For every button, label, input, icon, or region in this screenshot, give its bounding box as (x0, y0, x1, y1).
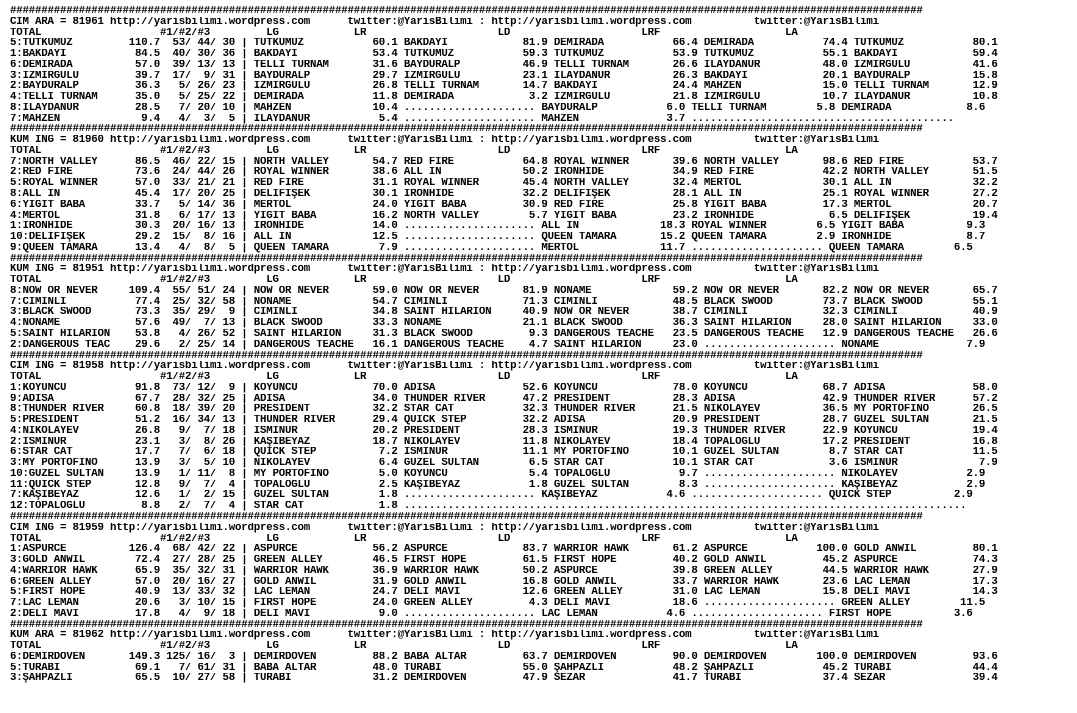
race-header: KUM ARA = 81962 http://yarisbilimi.wordpress.com twitter:@YarisBilimi : http://yarisbilimi.wordpress.com twitter:@YarisBilimi (10, 630, 879, 642)
column-header-row: TOTAL #1/#2/#3 LG LR LD LRF LA (10, 372, 798, 383)
horse-row: 3:MY PORTOFİNO 13.9 3/ 5/ 10 | NIKOLAYEV 6.4 GÜZEL SULTAN 6.5 STAR CAT 10.1 STAR CAT 3.6 İSMİNUR 7.9 (10, 458, 998, 469)
horse-row: 10:GÜZEL SULTAN 13.9 1/ 11/ 8 | MY PORTOFİNO 5.0 KOYUNCU 5.4 TOPALOĞLU 9.7 ..................... NIKOLAYEV 2.9 (10, 468, 986, 480)
horse-row: 2:DELİ MAVİ 17.8 4/ 9/ 18 | DELİ MAVİ 9.0 ..................... LAC LEMAN 4.6 ..................... FIRST HOPE 3.6 (10, 608, 973, 620)
horse-row: 5:TURABİ 69.1 7/ 61/ 31 | BABA ALTAR 48.0 TURABİ 55.0 ŞAHPAZLI 48.2 ŞAHPAZLI 45.2 TURABİ 44.4 (10, 662, 998, 674)
horse-row: 7:KAŞIBEYAZ 12.6 1/ 2/ 15 | GÜZEL SULTAN 1.8 ..................... KAŞIBEYAZ 4.6 ..................... QUICK STEP 2.9 (10, 490, 973, 502)
horse-row: 5:TUTKUMUZ 110.7 53/ 44/ 30 | TUTKUMUZ 60.1 BAKDAYI 81.9 DEMİRADA 66.4 DEMİRADA 74.4 TUTKUMUZ 80.1 (10, 38, 998, 50)
horse-row: 3:İZMİRGÜLÜ 39.7 17/ 9/ 31 | BAYDURALP 29.7 İZMİRGÜLÜ 23.1 İLAYDANUR 26.3 BAKDAYI 20.1 BAYDURALP 15.8 (10, 70, 998, 82)
horse-row: 9:QUEEN TAMARA 13.4 4/ 8/ 5 | QUEEN TAMARA 7.9 ..................... MERTOL 11.7 ..................... QUEEN TAMARA 6.5 (10, 242, 973, 254)
horse-row: 8:NOW OR NEVER 109.4 55/ 51/ 24 | NOW OR NEVER 59.0 NOW OR NEVER 81.9 NONAME 59.2 NOW OR NEVER 82.2 NOW OR NEVER 65.7 (10, 285, 998, 297)
separator-line: ################################################################################################################################################## (10, 253, 923, 265)
horse-row: 2:DANGEROUS TEAC 29.6 2/ 25/ 14 | DANGEROUS TEACHE 16.1 DANGEROUS TEACHE 4.7 SAINT HILARION 23.0 ..................... NONAME 7.9 (10, 339, 986, 351)
horse-row: 3:GOLD ANWIL 72.4 27/ 28/ 25 | GREEN ALLEY 46.5 FIRST HOPE 61.5 FIRST HOPE 40.2 GOLD ANWIL 45.2 ASPURCE 74.3 (10, 555, 998, 566)
horse-row: 5:ROYAL WINNER 57.0 33/ 21/ 21 | RED FIRE 31.1 ROYAL WINNER 45.4 NORTH VALLEY 32.4 MERTOL 30.1 ALL IN 32.2 (10, 178, 998, 190)
separator-line: ################################################################################################################################################## (10, 511, 923, 523)
horse-row: 9:ADİSA 67.7 28/ 32/ 25 | ADİSA 34.0 THUNDER RIVER 47.2 PRESIDENT 28.3 ADİSA 42.9 THUNDER RIVER 57.2 (10, 393, 998, 405)
column-header-row: TOTAL #1/#2/#3 LG LR LD LRF LA (10, 533, 798, 545)
column-header-row: TOTAL #1/#2/#3 LG LR LD LRF LA (10, 641, 798, 652)
horse-row: 6:DEMİRDÖVEN 149.3 125/ 16/ 3 | DEMİRDÖVEN 88.2 BABA ALTAR 63.7 DEMİRDÖVEN 90.0 DEMİRDÖVEN 100.0 DEMİRDÖVEN 93.6 (10, 651, 998, 663)
race-header: KUM ING = 81951 http://yarisbilimi.wordpress.com twitter:@YarisBilimi : http://yarisbilimi.wordpress.com twitter:@YarisBilimi (10, 264, 879, 276)
horse-row: 6:STAR CAT 17.7 7/ 6/ 18 | QUICK STEP 7.2 İSMİNUR 11.1 MY PORTOFİNO 10.1 GÜZEL SULTAN 8.7 STAR CAT 11.5 (10, 447, 998, 459)
horse-row: 4:WARRIOR HAWK 65.9 35/ 32/ 31 | WARRIOR HAWK 36.9 WARRIOR HAWK 50.2 ASPURCE 39.8 GREEN ALLEY 44.5 WARRIOR HAWK 27.9 (10, 565, 998, 577)
race-header: CIM ING = 81959 http://yarisbilimi.wordpress.com twitter:@YarisBilimi : http://yarisbilimi.wordpress.com twitter:@YarisBilimi (10, 522, 879, 534)
horse-row: 1:IRONHIDE 30.3 20/ 16/ 13 | IRONHIDE 14.0 ..................... ALL IN 18.3 ROYAL WINNER 6.5 YİĞİT BABA 9.3 (10, 221, 986, 233)
horse-row: 4:NIKOLAYEV 26.8 9/ 7/ 18 | İSMİNUR 20.2 PRESIDENT 28.3 İSMİNUR 19.3 THUNDER RIVER 22.9 KOYUNCU 19.4 (10, 425, 998, 437)
separator-line: ################################################################################################################################################## (10, 619, 923, 631)
horse-row: 6:DEMİRADA 57.0 39/ 13/ 13 | TELLİ TURNAM 31.6 BAYDURALP 46.9 TELLİ TURNAM 26.6 İLAYDANUR 48.0 İZMİRGÜLÜ 41.6 (10, 59, 998, 71)
race-header: CIM ING = 81958 http://yarisbilimi.wordpress.com twitter:@YarisBilimi : http://yarisbilimi.wordpress.com twitter:@YarisBilimi (10, 361, 879, 373)
horse-row: 8:ALL IN 45.4 17/ 20/ 25 | DELİFİŞEK 30.1 IRONHIDE 32.2 DELİFİŞEK 28.1 ALL IN 25.1 ROYAL WINNER 27.2 (10, 189, 998, 200)
column-header-row: TOTAL #1/#2/#3 LG LR LD LRF LA (10, 145, 798, 157)
column-header-row: TOTAL #1/#2/#3 LG LR LD LRF LA (10, 275, 798, 286)
horse-row: 12:TOPALOĞLU 8.8 2/ 7/ 4 | STAR CAT 1.8 .......................................................................................... (10, 501, 967, 512)
horse-row: 1:ASPURCE 126.4 68/ 42/ 22 | ASPURCE 56.2 ASPURCE 83.7 WARRIOR HAWK 61.2 ASPURCE 100.0 GOLD ANWIL 80.1 (10, 544, 998, 556)
horse-row: 7:NORTH VALLEY 86.5 46/ 22/ 15 | NORTH VALLEY 54.7 RED FIRE 64.8 ROYAL WINNER 39.6 NORTH VALLEY 98.6 RED FIRE 53.7 (10, 156, 998, 168)
horse-row: 3:BLACK SWOOD 73.3 35/ 29/ 9 | CİMİNLİ 34.8 SAINT HILARION 40.9 NOW OR NEVER 38.7 CİMİNLİ 32.3 CİMİNLİ 40.9 (10, 307, 998, 319)
horse-row: 6:GREEN ALLEY 57.0 20/ 16/ 27 | GOLD ANWIL 31.9 GOLD ANWIL 16.8 GOLD ANWIL 33.7 WARRIOR HAWK 23.6 LAC LEMAN 17.3 (10, 576, 998, 588)
horse-row: 1:BAKDAYI 84.5 40/ 30/ 36 | BAKDAYI 53.4 TUTKUMUZ 59.3 TUTKUMUZ 53.9 TUTKUMUZ 55.1 BAKDAYI 59.4 (10, 49, 998, 60)
horse-row: 3:ŞAHPAZLI 65.5 10/ 27/ 58 | TURABİ 31.2 DEMİRDÖVEN 47.9 SEZAR 41.7 TURABİ 37.4 SEZAR 39.4 (10, 673, 998, 685)
horse-row: 10:DELİFİŞEK 29.2 15/ 8/ 16 | ALL IN 12.5 ..................... QUEEN TAMARA 15.2 QUEEN TAMARA 2.9 IRONHIDE 8.7 (10, 232, 986, 243)
horse-row: 7:LAC LEMAN 20.6 3/ 10/ 15 | FIRST HOPE 24.0 GREEN ALLEY 4.3 DELİ MAVİ 18.6 ..................... GREEN ALLEY 11.5 (10, 598, 986, 609)
separator-line: ################################################################################################################################################## (10, 124, 923, 136)
separator-line: ################################################################################################################################################## (10, 6, 923, 17)
race-header: CIM ARA = 81961 http://yarisbilimi.wordpress.com twitter:@YarisBilimi : http://yarisbilimi.wordpress.com twitter:@YarisBilimi (10, 16, 879, 28)
separator-line: ################################################################################################################################################## (10, 350, 923, 362)
horse-row: 4:NONAME 57.6 49/ 7/ 13 | BLACK SWOOD 33.3 NONAME 21.1 BLACK SWOOD 36.3 SAINT HILARION 28.0 SAINT HILARION 33.0 (10, 318, 998, 329)
horse-row: 5:PRESIDENT 51.2 16/ 34/ 13 | THUNDER RIVER 29.4 QUICK STEP 32.2 ADİSA 20.9 PRESIDENT 28.7 GÜZEL SULTAN 21.5 (10, 415, 998, 426)
horse-row: 2:RED FIRE 73.6 24/ 44/ 26 | ROYAL WINNER 38.6 ALL IN 50.2 IRONHIDE 34.9 RED FIRE 42.2 NORTH VALLEY 51.5 (10, 167, 998, 179)
horse-row: 7:CİMİNLİ 77.4 25/ 32/ 58 | NONAME 54.7 CİMİNLİ 71.3 CİMİNLİ 48.5 BLACK SWOOD 73.7 BLACK SWOOD 55.1 (10, 296, 998, 308)
horse-row: 4:MERTOL 31.8 6/ 17/ 13 | YİĞİT BABA 16.2 NORTH VALLEY 5.7 YİĞİT BABA 23.2 IRONHIDE 6.5 DELİFİŞEK 19.4 (10, 210, 998, 222)
column-header-row: TOTAL #1/#2/#3 LG LR LD LRF LA (10, 27, 798, 39)
horse-row: 1:KOYUNCU 91.8 73/ 12/ 9 | KOYUNCU 70.0 ADİSA 52.6 KOYUNCU 78.0 KOYUNCU 68.7 ADİSA 58.0 (10, 382, 998, 394)
horse-row: 5:FIRST HOPE 40.9 13/ 33/ 32 | LAC LEMAN 24.7 DELİ MAVİ 12.6 GREEN ALLEY 31.0 LAC LEMAN 15.8 DELİ MAVİ 14.3 (10, 587, 998, 599)
horse-row: 8:İLAYDANUR 28.5 7/ 20/ 10 | MAHZEN 10.4 ..................... BAYDURALP 6.0 TELLİ TURNAM 5.8 DEMİRADA 8.6 (10, 102, 986, 114)
race-header: KUM ING = 81960 http://yarisbilimi.wordpress.com twitter:@YarisBilimi : http://yarisbilimi.wordpress.com twitter:@YarisBilimi (10, 135, 879, 146)
horse-row: 7:MAHZEN 9.4 4/ 3/ 5 | İLAYDANUR 5.4 ..................... MAHZEN 3.7 .......................................... (10, 113, 954, 125)
horse-row: 4:TELLİ TURNAM 35.0 5/ 25/ 22 | DEMİRADA 11.8 DEMİRADA 3.2 İZMİRGÜLÜ 21.8 İZMİRGÜLÜ 10.7 İLAYDANUR 10.8 (10, 92, 998, 103)
horse-row: 11:QUICK STEP 12.8 9/ 7/ 4 | TOPALOĞLU 2.5 KAŞIBEYAZ 1.8 GÜZEL SULTAN 8.3 ..................... KAŞIBEYAZ 2.9 (10, 479, 986, 491)
horse-row: 6:YİĞİT BABA 33.7 5/ 14/ 36 | MERTOL 24.0 YİĞİT BABA 30.9 RED FIRE 25.8 YİĞİT BABA 17.3 MERTOL 20.7 (10, 199, 998, 211)
horse-row: 2:BAYDURALP 36.3 5/ 26/ 23 | İZMİRGÜLÜ 26.8 TELLİ TURNAM 14.7 BAKDAYI 24.4 MAHZEN 15.0 TELLİ TURNAM 12.9 (10, 81, 998, 93)
horse-row: 5:SAINT HILARION 53.8 4/ 26/ 52 | SAINT HILARION 31.3 BLACK SWOOD 9.3 DANGEROUS TEACHE 23.5 DANGEROUS TEACHE 12.9 DANGEROUS TEACHE 26.6 (10, 328, 998, 340)
horse-row: 2:İSMİNUR 23.1 3/ 8/ 26 | KAŞIBEYAZ 18.7 NIKOLAYEV 11.8 NIKOLAYEV 18.4 TOPALOĞLU 17.2 PRESIDENT 16.8 (10, 436, 998, 448)
horse-row: 8:THUNDER RIVER 60.8 18/ 39/ 20 | PRESIDENT 32.2 STAR CAT 32.3 THUNDER RIVER 21.5 NIKOLAYEV 36.5 MY PORTOFİNO 26.5 (10, 404, 998, 416)
